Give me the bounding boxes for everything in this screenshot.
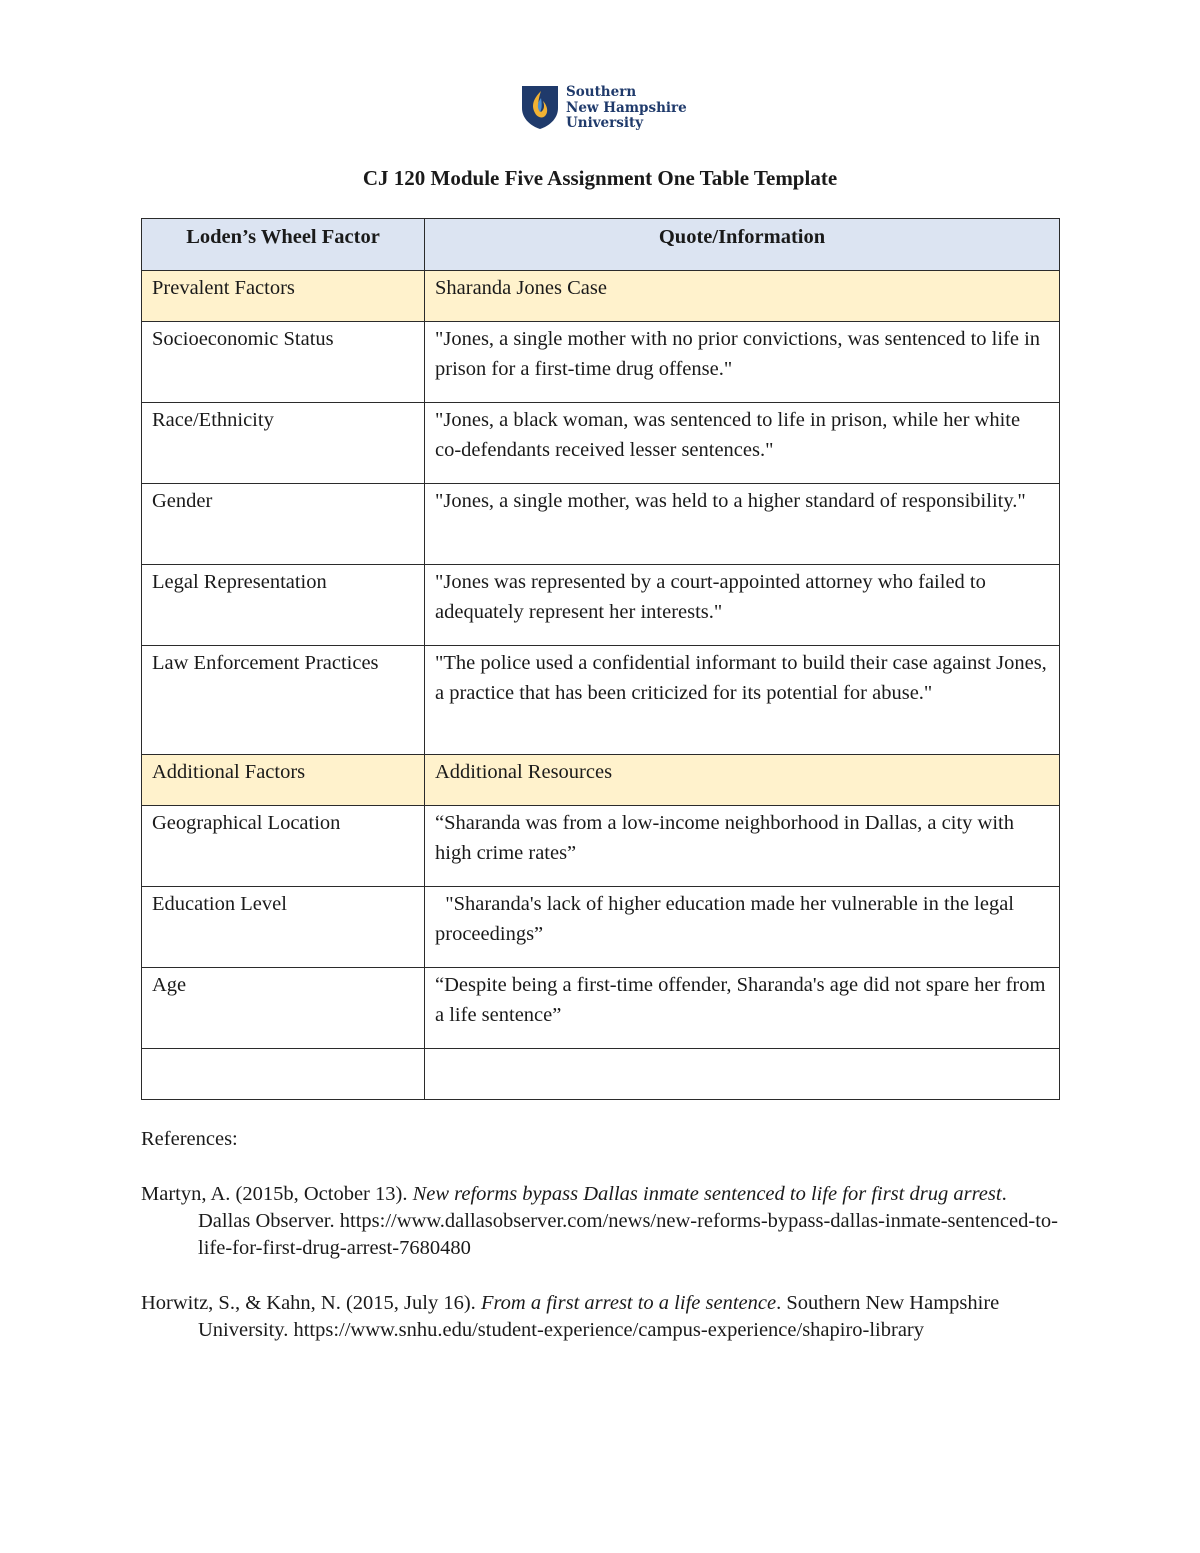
logo-line: Southern [566, 84, 637, 100]
quote-cell: "Jones, a black woman, was sentenced to life in prison, while her white co-defendants received lesser sentences." [425, 403, 1060, 484]
table-row [142, 484, 1060, 565]
quote-cell: "The police used a confidential informant to build their case against Jones, a practice that has been criticized for its potential for abuse." [425, 646, 1060, 755]
table-row [142, 1049, 1060, 1100]
table-row [142, 646, 1060, 755]
factor-cell: Additional Factors [142, 755, 425, 806]
university-logo [521, 84, 687, 132]
logo-line: New Hampshire [566, 99, 687, 116]
quote-cell: “Sharanda was from a low-income neighborhood in Dallas, a city with high crime rates” [425, 806, 1060, 887]
document-title: CJ 120 Module Five Assignment One Table Template [362, 166, 838, 190]
shield-flame-icon [521, 84, 559, 130]
factor-cell: Race/Ethnicity [142, 403, 425, 484]
factor-cell: Law Enforcement Practices [142, 646, 425, 755]
quote-cell: Additional Resources [425, 755, 1060, 806]
quote-cell: "Jones was represented by a court-appointed attorney who failed to adequately represent her interests." [425, 565, 1060, 646]
column-header-factor: Loden’s Wheel Factor [142, 219, 425, 271]
quote-cell: “Despite being a first-time offender, Sharanda's age did not spare her from a life sentence” [425, 968, 1060, 1049]
section-row [142, 755, 1060, 806]
reference-entry [141, 1181, 1061, 1262]
column-header-quote: Quote/Information [425, 219, 1060, 271]
reference-citation: Martyn, A. (2015b, October 13). [141, 1183, 413, 1205]
table-row [142, 887, 1060, 968]
factor-table [141, 218, 1060, 1100]
table-row [142, 565, 1060, 646]
quote-cell [425, 1049, 1060, 1100]
reference-list [141, 1181, 1061, 1344]
factor-cell: Prevalent Factors [142, 271, 425, 322]
factor-cell: Age [142, 968, 425, 1049]
factor-cell: Geographical Location [142, 806, 425, 887]
factor-cell [142, 1049, 425, 1100]
table-header-row [142, 219, 1060, 271]
quote-cell: "Sharanda's lack of higher education made her vulnerable in the legal proceedings” [425, 887, 1060, 968]
reference-title: From a first arrest to a life sentence [480, 1292, 777, 1314]
table-row [142, 403, 1060, 484]
table-row [142, 968, 1060, 1049]
factor-cell: Education Level [142, 887, 425, 968]
factor-cell: Legal Representation [142, 565, 425, 646]
reference-title: New reforms bypass Dallas inmate sentenced to life for first drug arrest [412, 1183, 1002, 1205]
logo-line: University [566, 115, 644, 131]
factor-cell: Gender [142, 484, 425, 565]
table-row [142, 806, 1060, 887]
quote-cell: "Jones, a single mother with no prior convictions, was sentenced to life in prison for a first-time drug offense." [425, 322, 1060, 403]
logo-wordmark [566, 85, 687, 132]
reference-citation: Horwitz, S., & Kahn, N. (2015, July 16). [141, 1292, 481, 1314]
factor-cell: Socioeconomic Status [142, 322, 425, 403]
references-label: References: [141, 1128, 238, 1150]
reference-source: . Dallas Observer. https://www.dallasobserver.com/news/new-reforms-bypass-dallas-inmate-sentenced-to-life-for-first-drug-arrest-7680480 [198, 1183, 1058, 1259]
quote-cell: Sharanda Jones Case [425, 271, 1060, 322]
references-section [141, 1126, 1061, 1372]
quote-cell: "Jones, a single mother, was held to a higher standard of responsibility." [425, 484, 1060, 565]
section-row [142, 271, 1060, 322]
reference-source: . Southern New Hampshire University. https://www.snhu.edu/student-experience/campus-experience/shapiro-library [198, 1292, 1000, 1341]
table-row [142, 322, 1060, 403]
table-body [142, 271, 1060, 1100]
reference-entry [141, 1290, 1061, 1344]
